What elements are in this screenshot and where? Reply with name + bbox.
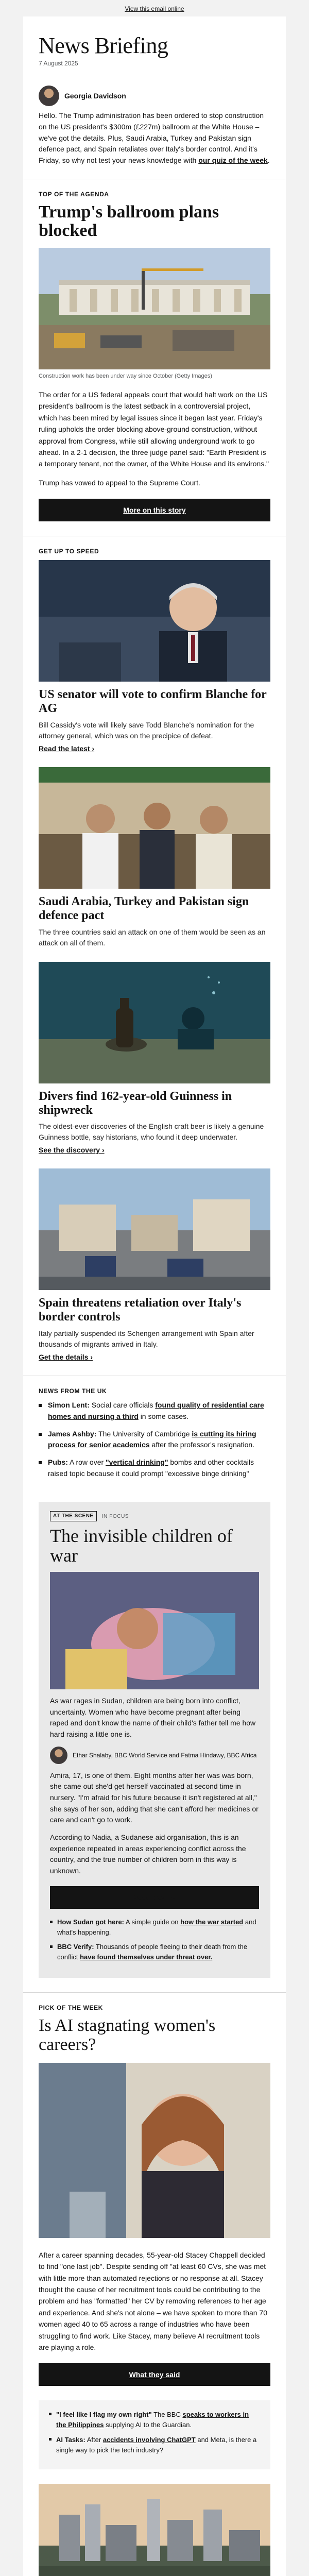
item-tail: in some cases. bbox=[140, 1412, 189, 1420]
byline-avatar bbox=[50, 1747, 67, 1764]
feature-headline[interactable]: The invisible children of war bbox=[50, 1526, 233, 1566]
what-they-said-button[interactable]: What they said bbox=[39, 2363, 270, 2386]
item-link[interactable]: speaks to workers in the Philippines bbox=[56, 2411, 249, 2429]
item-link[interactable]: "vertical drinking" bbox=[106, 1458, 168, 1466]
feature-photo[interactable] bbox=[50, 1572, 259, 1689]
author-row bbox=[23, 72, 286, 110]
lead-paragraph: The order for a US federal appeals court that would halt work on the US president's ballroom is the latest setback in a controversial project, which has been mired by legal issues since it began last year. Friday's ruling upholds the order blocking above-ground construction, without approval from Congress, while still allowing underground work to go ahead. In a 2-1 decision, the three judge panel said: "Earth President is a temporary tenant, not the owner, of the White House and its environs." bbox=[39, 391, 269, 468]
ballroom-photo[interactable] bbox=[39, 248, 270, 369]
story-headline[interactable]: Saudi Arabia, Turkey and Pakistan sign defence pact bbox=[39, 894, 249, 922]
byline-text: Ethar Shalaby, BBC World Service and Fatma Hindawy, BBC Africa bbox=[73, 1751, 257, 1759]
item-tail: After bbox=[87, 2436, 101, 2444]
feature-paragraph: Amira, 17, is one of them. Eight months after her was was born, she came out she'd get herself vaccinated at second time in nursery. "I'm afraid for his future because it isn't registered at all," she says of her son, adding that she can't afford her medicines or care and can't go to work. bbox=[50, 1771, 259, 1824]
pick-headline[interactable]: Is AI stagnating women's careers? bbox=[39, 2016, 216, 2055]
story-card bbox=[23, 560, 286, 767]
pick-caption-spacer bbox=[23, 2238, 286, 2249]
story-text: Bill Cassidy's vote will likely save Todd Blanche's nomination for the attorney general, which was on the precipice of defeat. bbox=[39, 720, 254, 740]
item-text: The University of Cambridge bbox=[98, 1429, 190, 1438]
feature-byline bbox=[50, 1747, 259, 1764]
shipwreck-image bbox=[39, 962, 270, 1083]
newsletter-title: News Briefing bbox=[39, 33, 168, 58]
city-image bbox=[39, 2484, 270, 2576]
item-name: James Ashby: bbox=[48, 1429, 97, 1438]
feature-label-row bbox=[50, 1511, 259, 1521]
list-item bbox=[50, 1917, 259, 1938]
item-label: How Sudan got here: bbox=[57, 1918, 124, 1926]
story-text: Italy partially suspended its Schengen arrangement with Spain after thousands of migrants arrived in Italy. bbox=[39, 1329, 254, 1349]
item-link[interactable]: found quality of residential care homes and nursing a third bbox=[48, 1401, 264, 1420]
feature-box bbox=[39, 1502, 270, 1978]
author-name: Georgia Davidson bbox=[64, 92, 126, 100]
item-name: Simon Lent: bbox=[48, 1401, 90, 1410]
story-card bbox=[23, 962, 286, 1169]
feature-more-list bbox=[50, 1917, 259, 1963]
item-tail-2: and Meta, is there a single way to pick the tech industry? bbox=[56, 2436, 257, 2454]
section-top-agenda: TOP OF THE AGENDA bbox=[23, 179, 286, 203]
item-text: Thousands of people fleeing to their death from the conflict bbox=[57, 1943, 248, 1961]
story-card bbox=[23, 767, 286, 962]
issue-date: 7 August 2025 bbox=[39, 60, 78, 67]
story-headline[interactable]: US senator will vote to confirm Blanche for AG bbox=[39, 688, 267, 715]
item-link[interactable]: is cutting its hiring process for senior academics bbox=[48, 1429, 256, 1449]
feature-paragraph: As war rages in Sudan, children are being born into conflict, uncertainty. Women who have become pregnant after being raped and don't know the name of their child's father tell me how hard raising a little one is. bbox=[50, 1696, 256, 1738]
story-link[interactable]: Read the latest › bbox=[39, 744, 95, 753]
keep-reading-button[interactable]: Keep reading bbox=[50, 1886, 259, 1909]
feature-tag: AT THE SCENE bbox=[50, 1511, 97, 1521]
feature-image bbox=[50, 1572, 259, 1689]
item-text: "I feel like I flag my own right" bbox=[56, 2411, 152, 2419]
story-text: The three countries said an attack on one of them would be seen as an attack on all of them. bbox=[39, 927, 266, 947]
pick-links-box bbox=[39, 2400, 270, 2469]
item-text: AI Tasks: bbox=[56, 2436, 85, 2444]
defence-pact-image bbox=[39, 767, 270, 889]
masthead bbox=[23, 16, 286, 72]
story-link[interactable]: See the discovery › bbox=[39, 1146, 105, 1155]
intro-text: Hello. The Trump administration has been ordered to stop construction on the US president's $300m (£227m) ballroom at the White House – we've got the details. Plus, Saudi Arabia, Turkey and Pakistan sign defence pact, and Spain retaliates over Italy's border control. And it's Friday, so why not test your news knowledge with bbox=[39, 111, 264, 164]
lead-headline: Trump's ballroom plans blocked bbox=[39, 202, 219, 241]
item-link[interactable]: accidents involving ChatGPT bbox=[102, 2436, 196, 2444]
list-item bbox=[39, 1457, 270, 1479]
story-photo[interactable] bbox=[39, 767, 270, 889]
lead-paragraph: Trump has vowed to appeal to the Supreme Court. bbox=[39, 478, 200, 487]
section-up-to-speed: GET UP TO SPEED bbox=[23, 536, 286, 560]
intro-paragraph: Hello. The Trump administration has been ordered to stop construction on the US president's $300m (£227m) ballroom at the White House – we've got the details. Plus, Saudi Arabia, Turkey and Pakistan sign defence pact, and Spain retaliates over Italy's border control. And it's Friday, so why not test your news knowledge with our quiz of the week. bbox=[39, 111, 270, 164]
feature-paragraph: According to Nadia, a Sudanese aid organisation, this is an experience repeated in areas experiencing conflict across the country, and the true number of children born in this way is unknown. bbox=[50, 1833, 246, 1875]
more-on-story-button[interactable]: More on this story bbox=[39, 499, 270, 521]
author-avatar bbox=[39, 86, 59, 106]
view-online-bar bbox=[23, 0, 286, 16]
item-label: BBC Verify: bbox=[57, 1943, 94, 1951]
item-link[interactable]: how the war started bbox=[180, 1918, 244, 1926]
list-item bbox=[49, 2435, 260, 2455]
item-link[interactable]: have found themselves under threat over. bbox=[80, 1953, 213, 1961]
ballroom-image bbox=[39, 248, 270, 369]
story-photo[interactable] bbox=[39, 1168, 270, 1290]
pick-paragraph: After a career spanning decades, 55-year-old Stacey Chappell decided to find "one last job". Despite sending off "at least 60 CVs, she was met with little more than automated rejections or no response at all. Stacey thought the cause of her recruitment tools could be contributing to the problem and has "formatted" her CV by removing references to her age and experience. And she's not alone – we have spoken to more than 70 women aged 40 to 65 across a range of industries who have been struggling to find work. Like Stacey, many believe AI recruitment tools are playing a role. bbox=[39, 2250, 267, 2351]
item-name: Pubs: bbox=[48, 1458, 68, 1466]
item-tail-2: supplying AI to the Guardian. bbox=[106, 2420, 192, 2429]
pick-button-wrap bbox=[23, 2360, 286, 2400]
story-headline[interactable]: Spain threatens retaliation over Italy's border controls bbox=[39, 1296, 242, 1324]
item-tail: bombs and other cocktails raised topic because it could prompt "excessive binge drinking" bbox=[48, 1458, 254, 1478]
section-pick: PICK OF THE WEEK bbox=[23, 1992, 286, 2016]
pick-photo[interactable] bbox=[39, 2063, 270, 2238]
item-tail: The BBC bbox=[153, 2411, 181, 2419]
different-photo[interactable] bbox=[39, 2484, 270, 2576]
list-item bbox=[39, 1400, 270, 1422]
uk-news-list bbox=[23, 1400, 286, 1499]
story-photo[interactable] bbox=[39, 560, 270, 682]
item-text: A row over bbox=[70, 1458, 104, 1466]
lead-caption: Construction work has been under way since October (Getty Images) bbox=[39, 373, 212, 380]
item-text: Social care officials bbox=[91, 1401, 153, 1410]
story-headline[interactable]: Divers find 162-year-old Guinness in shipwreck bbox=[39, 1089, 232, 1117]
view-online-link[interactable]: View this email online bbox=[125, 5, 184, 12]
list-item bbox=[49, 2410, 260, 2430]
list-item bbox=[50, 1942, 259, 1962]
item-tail: after the professor's resignation. bbox=[151, 1440, 255, 1449]
lead-button-wrap bbox=[23, 496, 286, 536]
newsletter-body bbox=[23, 16, 286, 2576]
senator-image bbox=[39, 560, 270, 682]
pick-image bbox=[39, 2063, 270, 2238]
item-tail: and what's happening. bbox=[57, 1918, 256, 1936]
feature-tag-sub: IN FOCUS bbox=[101, 1513, 129, 1519]
story-text: The oldest-ever discoveries of the English craft beer is likely a genuine Guinness bottle, say historians, who found it deep underwater. bbox=[39, 1122, 264, 1142]
story-photo[interactable] bbox=[39, 962, 270, 1083]
list-item bbox=[39, 1429, 270, 1451]
story-link[interactable]: Get the details › bbox=[39, 1353, 93, 1362]
quiz-link[interactable]: our quiz of the week bbox=[198, 156, 268, 164]
border-image bbox=[39, 1168, 270, 1290]
section-uk-news: NEWS FROM THE UK bbox=[23, 1376, 286, 1400]
item-text: A simple guide on bbox=[125, 1918, 179, 1926]
story-card bbox=[23, 1168, 286, 1376]
